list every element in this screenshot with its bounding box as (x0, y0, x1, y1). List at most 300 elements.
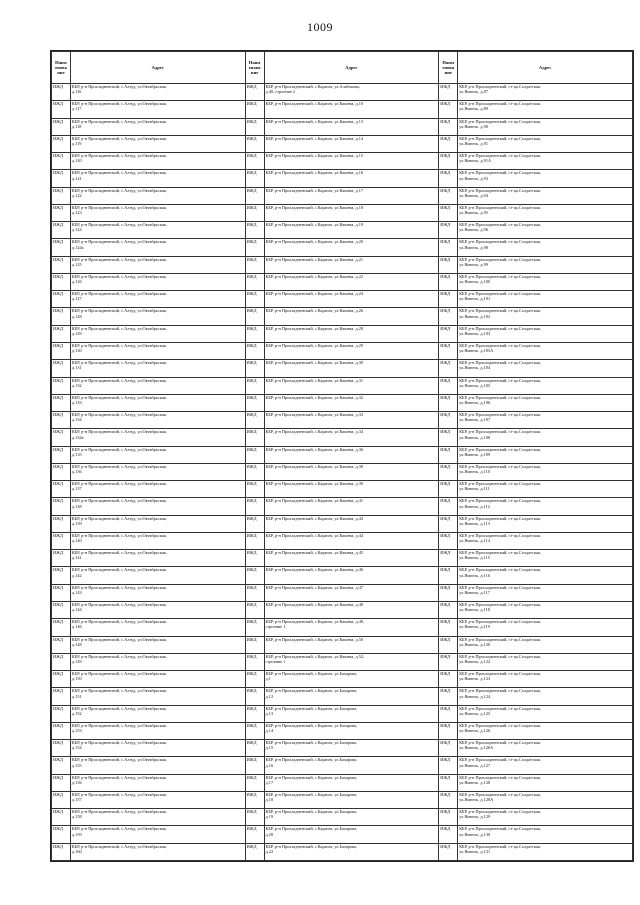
address-line-1: КБР, р-н Прохладненский, с.Алтуд, ул.Октябрьская, (71, 118, 167, 124)
object-type-cell: ИЖД (245, 273, 264, 290)
table-row (52, 273, 633, 290)
address-line-1: КБР, р-н Прохладненский, с.Карагач, ул.Алабокова, (265, 84, 360, 89)
object-type-cell: ИЖД (439, 515, 458, 532)
address-line-2: д.134 (71, 417, 82, 423)
object-type-cell: ИЖД (439, 809, 458, 826)
object-type-cell: ИЖД (439, 377, 458, 394)
address-cell (70, 187, 245, 204)
object-type-cell: ИЖД (439, 550, 458, 567)
object-type-cell: ИЖД (245, 791, 264, 808)
object-type-cell: ИЖД (52, 325, 71, 342)
object-type-cell: ИЖД (245, 204, 264, 221)
object-type-cell: ИЖД (245, 325, 264, 342)
address-cell (458, 463, 633, 480)
object-type-cell: ИЖД (439, 619, 458, 636)
address-cell (264, 377, 439, 394)
address-line-2: д.143 (71, 589, 82, 595)
address-line-2: д.160 (71, 848, 82, 854)
address-line-1: КБР, р-н Прохладненский, с.Карагач, ул.Кашева, д.16 (265, 170, 364, 176)
address-line-2: д.130 (71, 348, 82, 354)
address-cell (264, 671, 439, 688)
address-line-2: ул.Ямпель, д.116 (459, 572, 490, 578)
address-line-2: ул.Ямпель, д.112 (459, 503, 490, 509)
address-line-1: КБР, р-н Прохладненский, с.Карагач, ул.Бахарова, (265, 757, 358, 763)
address-line-1: КБР, р-н Прохладненский, ст-ца.Солдатская, (459, 774, 541, 780)
address-cell (458, 740, 633, 757)
address-cell (264, 101, 439, 118)
object-type-cell: ИЖД (245, 636, 264, 653)
address-cell (458, 688, 633, 705)
address-cell (70, 584, 245, 601)
address-line-2: д.119 (71, 141, 82, 146)
address-cell (264, 291, 439, 308)
table-row (52, 722, 633, 739)
address-line-2: ул.Ямпель, д.94 (459, 192, 488, 198)
address-cell (70, 498, 245, 515)
address-cell (458, 826, 633, 843)
address-cell (70, 291, 245, 308)
address-line-1: КБР, р-н Прохладненский, ст-ца.Солдатская, (459, 671, 541, 677)
address-line-2: д.133 (71, 399, 82, 405)
object-type-cell: ИЖД (52, 239, 71, 256)
object-type-cell: ИЖД (52, 446, 71, 463)
table-row (52, 774, 633, 791)
table-row (52, 412, 633, 429)
address-line-2: д.124 (71, 227, 82, 233)
address-line-1: КБР, р-н Прохладненский, ст-ца.Солдатская, (459, 809, 541, 815)
address-line-1: КБР, р-н Прохладненский, ст-ца.Солдатская, (459, 273, 541, 279)
address-line-2: ул.Ямпель, д.96 (459, 227, 488, 233)
object-type-cell: ИЖД (245, 498, 264, 515)
address-line-1: КБР, р-н Прохладненский, ст-ца.Солдатская, (459, 377, 541, 383)
address-line-1: КБР, р-н Прохладненский, с.Карагач, ул.Кашева, д.14 (265, 135, 364, 141)
address-line-1: КБР, р-н Прохладненский, ст-ца.Солдатская, (459, 204, 541, 210)
address-cell (70, 101, 245, 118)
object-type-cell: ИЖД (52, 653, 71, 670)
address-line-1: КБР, р-н Прохладненский, ст-ца.Солдатская, (459, 170, 541, 176)
address-cell (458, 843, 633, 860)
table-header-row (52, 52, 633, 84)
registry-body (52, 84, 633, 861)
address-cell (264, 809, 439, 826)
address-line-2: ул.Ямпель, д.105 (459, 382, 491, 388)
object-type-cell: ИЖД (245, 170, 264, 187)
address-cell (458, 567, 633, 584)
address-line-1: КБР, р-н Прохладненский, с.Алтуд, ул.Октябрьская, (71, 222, 167, 228)
address-line-1: КБР, р-н Прохладненский, с.Карагач, ул.Бахарова, (265, 740, 358, 746)
address-line-1: КБР, р-н Прохладненский, с.Карагач, ул.Бахарова, (265, 705, 358, 711)
address-line-1: КБР, р-н Прохладненский, с.Алтуд, ул.Октябрьская, (71, 256, 167, 262)
address-cell (458, 653, 633, 670)
address-line-1: КБР, р-н Прохладненский, с.Карагач, ул.Кашева, д.31 (265, 377, 364, 383)
address-line-1: КБР, р-н Прохладненский, с.Алтуд, ул.Октябрьская, (71, 791, 167, 797)
address-cell (70, 619, 245, 636)
address-cell (70, 809, 245, 826)
address-cell (264, 394, 439, 411)
address-cell (70, 722, 245, 739)
address-line-1: КБР, р-н Прохладненский, с.Карагач, ул.Бахарова, (265, 843, 358, 849)
address-line-2: д.136 (71, 469, 82, 475)
address-line-2: д.13 (265, 710, 274, 716)
object-type-cell: ИЖД (245, 394, 264, 411)
object-type-cell: ИЖД (52, 170, 71, 187)
address-cell (264, 187, 439, 204)
address-line-1: КБР, р-н Прохладненский, с.Карагач, ул.Кашева, д.26 (265, 308, 364, 314)
address-line-2: ул.Ямпель, д.89 (459, 106, 488, 112)
address-cell (458, 273, 633, 290)
table-row (52, 256, 633, 273)
object-type-cell: ИЖД (52, 584, 71, 601)
object-type-cell: ИЖД (439, 636, 458, 653)
object-type-cell: ИЖД (245, 619, 264, 636)
address-line-2: д.22 (265, 848, 274, 854)
address-cell (458, 446, 633, 463)
address-cell (70, 826, 245, 843)
address-line-1: КБР, р-н Прохладненский, ст-ца.Солдатская, (459, 757, 541, 763)
object-type-cell: ИЖД (245, 463, 264, 480)
address-line-1: КБР, р-н Прохладненский, с.Алтуд, ул.Октябрьская, (71, 757, 167, 763)
address-cell (264, 550, 439, 567)
address-line-1: КБР, р-н Прохладненский, с.Алтуд, ул.Октябрьская, (71, 843, 167, 849)
address-line-1: КБР, р-н Прохладненский, ст-ца.Солдатская, (459, 584, 541, 590)
table-row (52, 532, 633, 549)
address-cell (458, 342, 633, 359)
address-line-2: ул.Ямпель, д.98 (459, 244, 488, 250)
address-cell (458, 325, 633, 342)
address-line-2: ул.Ямпель, д.106 (459, 399, 491, 405)
object-type-cell: ИЖД (439, 342, 458, 359)
address-line-2: ул.Ямпель, д.102 (459, 313, 491, 319)
address-line-1: КБР, р-н Прохладненский, с.Алтуд, ул.Октябрьская, (71, 429, 167, 435)
address-cell (458, 532, 633, 549)
address-cell (70, 325, 245, 342)
object-type-cell: ИЖД (245, 740, 264, 757)
address-line-1: КБР, р-н Прохладненский, с.Карагач, ул.Бахарова, (265, 809, 358, 815)
table-row (52, 515, 633, 532)
address-cell (264, 325, 439, 342)
address-line-2: д.123 (71, 210, 82, 216)
object-type-cell: ИЖД (245, 653, 264, 670)
object-type-cell: ИЖД (52, 291, 71, 308)
object-type-cell: ИЖД (439, 239, 458, 256)
address-line-1: КБР, р-н Прохладненский, ст-ца.Солдатская, (459, 688, 541, 694)
address-line-1: КБР, р-н Прохладненский, с.Алтуд, ул.Октябрьская, (71, 463, 167, 469)
address-line-1: КБР, р-н Прохладненский, с.Алтуд, ул.Октябрьская, (71, 291, 167, 297)
address-cell (458, 498, 633, 515)
address-line-2: ул.Ямпель, д.113 (459, 520, 490, 526)
address-line-1: КБР, р-н Прохладненский, с.Карагач, ул.Кашева, д.33 (265, 412, 364, 418)
object-type-cell: ИЖД (52, 463, 71, 480)
address-cell (458, 170, 633, 187)
table-row (52, 101, 633, 118)
table-row (52, 291, 633, 308)
address-cell (264, 515, 439, 532)
object-type-cell: ИЖД (245, 809, 264, 826)
address-line-1: КБР, р-н Прохладненский, с.Карагач, ул.Кашева, д.49, (265, 619, 365, 625)
object-type-cell: ИЖД (245, 688, 264, 705)
object-type-cell: ИЖД (439, 774, 458, 791)
address-cell (264, 722, 439, 739)
address-cell (70, 843, 245, 860)
address-line-1: КБР, р-н Прохладненский, ст-ца.Солдатская, (459, 118, 541, 124)
address-cell (70, 446, 245, 463)
object-type-cell: ИЖД (439, 222, 458, 239)
table-row (52, 429, 633, 446)
object-type-cell: ИЖД (52, 791, 71, 808)
address-line-1: КБР, р-н Прохладненский, с.Карагач, ул.Бахарова, (265, 791, 358, 797)
address-line-1: КБР, р-н Прохладненский, с.Алтуд, ул.Октябрьская, (71, 722, 167, 728)
address-cell (264, 705, 439, 722)
address-cell (264, 308, 439, 325)
object-type-cell: ИЖД (439, 463, 458, 480)
address-line-2: ул.Ямпель, д.124 (459, 693, 491, 699)
address-line-1: КБР, р-н Прохладненский, с.Карагач, ул.Кашева, д.45 (265, 550, 364, 556)
address-line-1: КБР, р-н Прохладненский, с.Алтуд, ул.Октябрьская, (71, 412, 167, 418)
table-row (52, 84, 633, 101)
address-line-2: ул.Ямпель, д.114 (459, 538, 490, 544)
object-type-cell: ИЖД (52, 619, 71, 636)
object-type-cell: ИЖД (52, 481, 71, 498)
address-line-1: КБР, р-н Прохладненский, ст-ца.Солдатская, (459, 222, 541, 228)
address-line-2: ул.Ямпель, д.99 (459, 261, 488, 267)
address-line-1: КБР, р-н Прохладненский, с.Алтуд, ул.Октябрьская, (71, 653, 167, 659)
object-type-cell: ИЖД (439, 101, 458, 118)
address-line-1: КБР, р-н Прохладненский, ст-ца.Солдатская, (459, 550, 541, 556)
address-line-2: ул.Ямпель, д.128А (459, 797, 494, 803)
address-line-1: КБР, р-н Прохладненский, ст-ца.Солдатская, (459, 791, 541, 797)
address-cell (264, 636, 439, 653)
table-row (52, 498, 633, 515)
address-cell (264, 170, 439, 187)
address-line-2: д.135 (71, 451, 82, 457)
object-type-cell: ИЖД (245, 843, 264, 860)
object-type-cell: ИЖД (439, 653, 458, 670)
address-line-2: ул.Ямпель, д.119 (459, 624, 490, 630)
address-line-1: КБР, р-н Прохладненский, с.Алтуд, ул.Октябрьская, (71, 619, 167, 625)
address-line-2: д.129 (71, 330, 82, 336)
address-line-2: ул.Ямпель, д.130 (459, 831, 491, 837)
object-type-cell: ИЖД (245, 239, 264, 256)
table-row (52, 118, 633, 135)
object-type-cell: ИЖД (245, 135, 264, 152)
object-type-cell: ИЖД (52, 342, 71, 359)
address-line-1: КБР, р-н Прохладненский, с.Карагач, ул.Бахарова, (265, 671, 358, 677)
address-line-1: КБР, р-н Прохладненский, ст-ца.Солдатская, (459, 740, 541, 746)
address-cell (70, 481, 245, 498)
address-line-2: д.154 (71, 745, 82, 751)
address-line-1: КБР, р-н Прохладненский, с.Карагач, ул.Кашева, д.30 (265, 360, 364, 366)
address-cell (264, 619, 439, 636)
address-line-2: д.120 (71, 158, 82, 164)
address-cell (70, 135, 245, 152)
address-line-1: КБР, р-н Прохладненский, ст-ца.Солдатская, (459, 360, 541, 366)
object-type-cell: ИЖД (245, 360, 264, 377)
address-line-1: КБР, р-н Прохладненский, ст-ца.Солдатская, (459, 826, 541, 832)
address-cell (458, 204, 633, 221)
address-line-2: ул.Ямпель, д.91А (459, 158, 492, 164)
table-row (52, 671, 633, 688)
address-line-2: д.141 (71, 555, 82, 561)
object-type-cell: ИЖД (245, 481, 264, 498)
address-cell (70, 273, 245, 290)
address-line-1: КБР, р-н Прохладненский, с.Карагач, ул.Кашева, д.29 (265, 342, 364, 348)
address-cell (458, 412, 633, 429)
address-line-1: КБР, р-н Прохладненский, с.Карагач, ул.Кашева, д.46 (265, 567, 364, 573)
address-cell (264, 239, 439, 256)
address-cell (264, 843, 439, 860)
address-cell (458, 722, 633, 739)
address-line-1: КБР, р-н Прохладненский, с.Алтуд, ул.Октябрьская, (71, 135, 167, 141)
object-type-cell: ИЖД (52, 273, 71, 290)
object-type-cell: ИЖД (52, 636, 71, 653)
table-row (52, 360, 633, 377)
address-line-1: КБР, р-н Прохладненский, с.Карагач, ул.Кашева, д.36 (265, 446, 364, 452)
address-line-2: д.1 (265, 676, 271, 682)
address-line-1: КБР, р-н Прохладненский, ст-ца.Солдатская, (459, 153, 541, 159)
address-line-1: КБР, р-н Прохладненский, с.Карагач, ул.Кашева, д.24 (265, 291, 364, 297)
address-line-2: ул.Ямпель, д.109 (459, 451, 491, 457)
object-type-cell: ИЖД (245, 308, 264, 325)
address-cell (264, 360, 439, 377)
address-line-1: КБР, р-н Прохладненский, с.Алтуд, ул.Октябрьская, (71, 170, 167, 176)
address-line-2: ул.Ямпель, д.110 (459, 469, 490, 475)
address-cell (458, 636, 633, 653)
address-cell (70, 550, 245, 567)
address-cell (458, 394, 633, 411)
object-type-cell: ИЖД (245, 84, 264, 101)
table-row (52, 342, 633, 359)
address-line-1: КБР, р-н Прохладненский, с.Алтуд, ул.Октябрьская, (71, 153, 167, 159)
object-type-cell: ИЖД (245, 412, 264, 429)
object-type-cell: ИЖД (245, 671, 264, 688)
header-name-col-3: Наим енова ние (439, 52, 458, 84)
address-cell (70, 653, 245, 670)
object-type-cell: ИЖД (439, 170, 458, 187)
address-line-2: ул.Ямпель, д.131 (459, 848, 491, 854)
address-cell (264, 84, 439, 101)
object-type-cell: ИЖД (52, 705, 71, 722)
table-row (52, 757, 633, 774)
object-type-cell: ИЖД (52, 204, 71, 221)
address-line-1: КБР, р-н Прохладненский, с.Карагач, ул.Кашева, д.39 (265, 481, 364, 487)
address-line-2: д.121 (71, 175, 82, 181)
address-cell (264, 429, 439, 446)
address-line-1: КБР, р-н Прохладненский, с.Карагач, ул.Кашева, д.43 (265, 515, 364, 521)
address-line-1: КБР, р-н Прохладненский, ст-ца.Солдатская, (459, 481, 541, 487)
object-type-cell: ИЖД (245, 515, 264, 532)
address-cell (264, 791, 439, 808)
object-type-cell: ИЖД (439, 394, 458, 411)
address-line-2: д.138 (71, 503, 82, 509)
object-type-cell: ИЖД (245, 446, 264, 463)
address-line-2: ул.Ямпель, д.100 (459, 279, 491, 285)
address-line-1: КБР, р-н Прохладненский, ст-ца.Солдатская, (459, 843, 541, 849)
address-line-1: КБР, р-н Прохладненский, с.Алтуд, ул.Октябрьская, (71, 377, 167, 383)
address-line-1: КБР, р-н Прохладненский, ст-ца.Солдатская, (459, 446, 541, 452)
object-type-cell: ИЖД (52, 826, 71, 843)
address-cell (70, 204, 245, 221)
address-line-1: КБР, р-н Прохладненский, с.Алтуд, ул.Октябрьская, (71, 567, 167, 573)
address-line-2: ул.Ямпель, д.101 (459, 296, 491, 302)
address-line-1: КБР, р-н Прохладненский, с.Карагач, ул.Кашева, д.10 (265, 101, 364, 107)
address-line-1: КБР, р-н Прохладненский, с.Карагач, ул.Кашева, д.32 (265, 394, 364, 400)
address-line-2: д.124а (71, 244, 84, 250)
object-type-cell: ИЖД (52, 498, 71, 515)
address-line-2: ул.Ямпель, д.120 (459, 641, 491, 647)
object-type-cell: ИЖД (439, 601, 458, 618)
address-line-2: д.140 (71, 538, 82, 544)
address-line-2: ул.Ямпель, д.117 (459, 589, 490, 595)
address-line-2: ул.Ямпель, д.115 (459, 555, 490, 561)
address-line-2: д.126 (71, 279, 82, 285)
address-line-2: ул.Ямпель, д.126А (459, 745, 494, 751)
object-type-cell: ИЖД (245, 550, 264, 567)
object-type-cell: ИЖД (439, 584, 458, 601)
table-row (52, 446, 633, 463)
table-row (52, 791, 633, 808)
address-line-2: ул.Ямпель, д.108 (459, 434, 491, 440)
address-cell (264, 601, 439, 618)
object-type-cell: ИЖД (52, 153, 71, 170)
address-line-2: ул.Ямпель, д.123 (459, 676, 491, 682)
object-type-cell: ИЖД (52, 308, 71, 325)
address-line-1: КБР, р-н Прохладненский, ст-ца.Солдатская, (459, 653, 541, 659)
table-row (52, 705, 633, 722)
address-line-1: КБР, р-н Прохладненский, с.Алтуд, ул.Октябрьская, (71, 239, 167, 245)
object-type-cell: ИЖД (52, 256, 71, 273)
page-number: 1009 (307, 20, 333, 34)
address-line-2: ул.Ямпель, д.91 (459, 141, 488, 146)
object-type-cell: ИЖД (245, 429, 264, 446)
address-cell (458, 222, 633, 239)
address-cell (70, 567, 245, 584)
address-cell (264, 757, 439, 774)
address-line-1: КБР, р-н Прохладненский, ст-ца.Солдатская, (459, 601, 541, 607)
address-cell (264, 463, 439, 480)
address-cell (458, 757, 633, 774)
address-cell (458, 774, 633, 791)
address-line-2: д.142 (71, 572, 82, 578)
table-row (52, 601, 633, 618)
object-type-cell: ИЖД (439, 84, 458, 101)
address-cell (70, 222, 245, 239)
object-type-cell: ИЖД (52, 671, 71, 688)
object-type-cell: ИЖД (245, 187, 264, 204)
address-line-2: строение 1 (265, 658, 286, 664)
address-line-1: КБР, р-н Прохладненский, ст-ца.Солдатская, (459, 412, 541, 418)
table-row (52, 170, 633, 187)
address-line-2: д.16 (265, 762, 274, 768)
address-line-1: КБР, р-н Прохладненский, с.Алтуд, ул.Октябрьская, (71, 515, 167, 521)
address-cell (264, 342, 439, 359)
object-type-cell: ИЖД (52, 722, 71, 739)
table-row (52, 239, 633, 256)
address-line-1: КБР, р-н Прохладненский, ст-ца.Солдатская, (459, 429, 541, 435)
object-type-cell: ИЖД (52, 222, 71, 239)
address-line-1: КБР, р-н Прохладненский, ст-ца.Солдатская, (459, 342, 541, 348)
address-line-1: КБР, р-н Прохладненский, с.Карагач, ул.Кашева, д.52, (265, 653, 365, 659)
address-cell (70, 84, 245, 101)
table-row (52, 653, 633, 670)
object-type-cell: ИЖД (52, 118, 71, 135)
address-cell (458, 239, 633, 256)
address-cell (458, 377, 633, 394)
object-type-cell: ИЖД (439, 291, 458, 308)
address-line-1: КБР, р-н Прохладненский, ст-ца.Солдатская, (459, 291, 541, 297)
header-name-col-2: Наим енова ние (245, 52, 264, 84)
object-type-cell: ИЖД (439, 740, 458, 757)
address-line-2: д.15 (265, 745, 274, 751)
